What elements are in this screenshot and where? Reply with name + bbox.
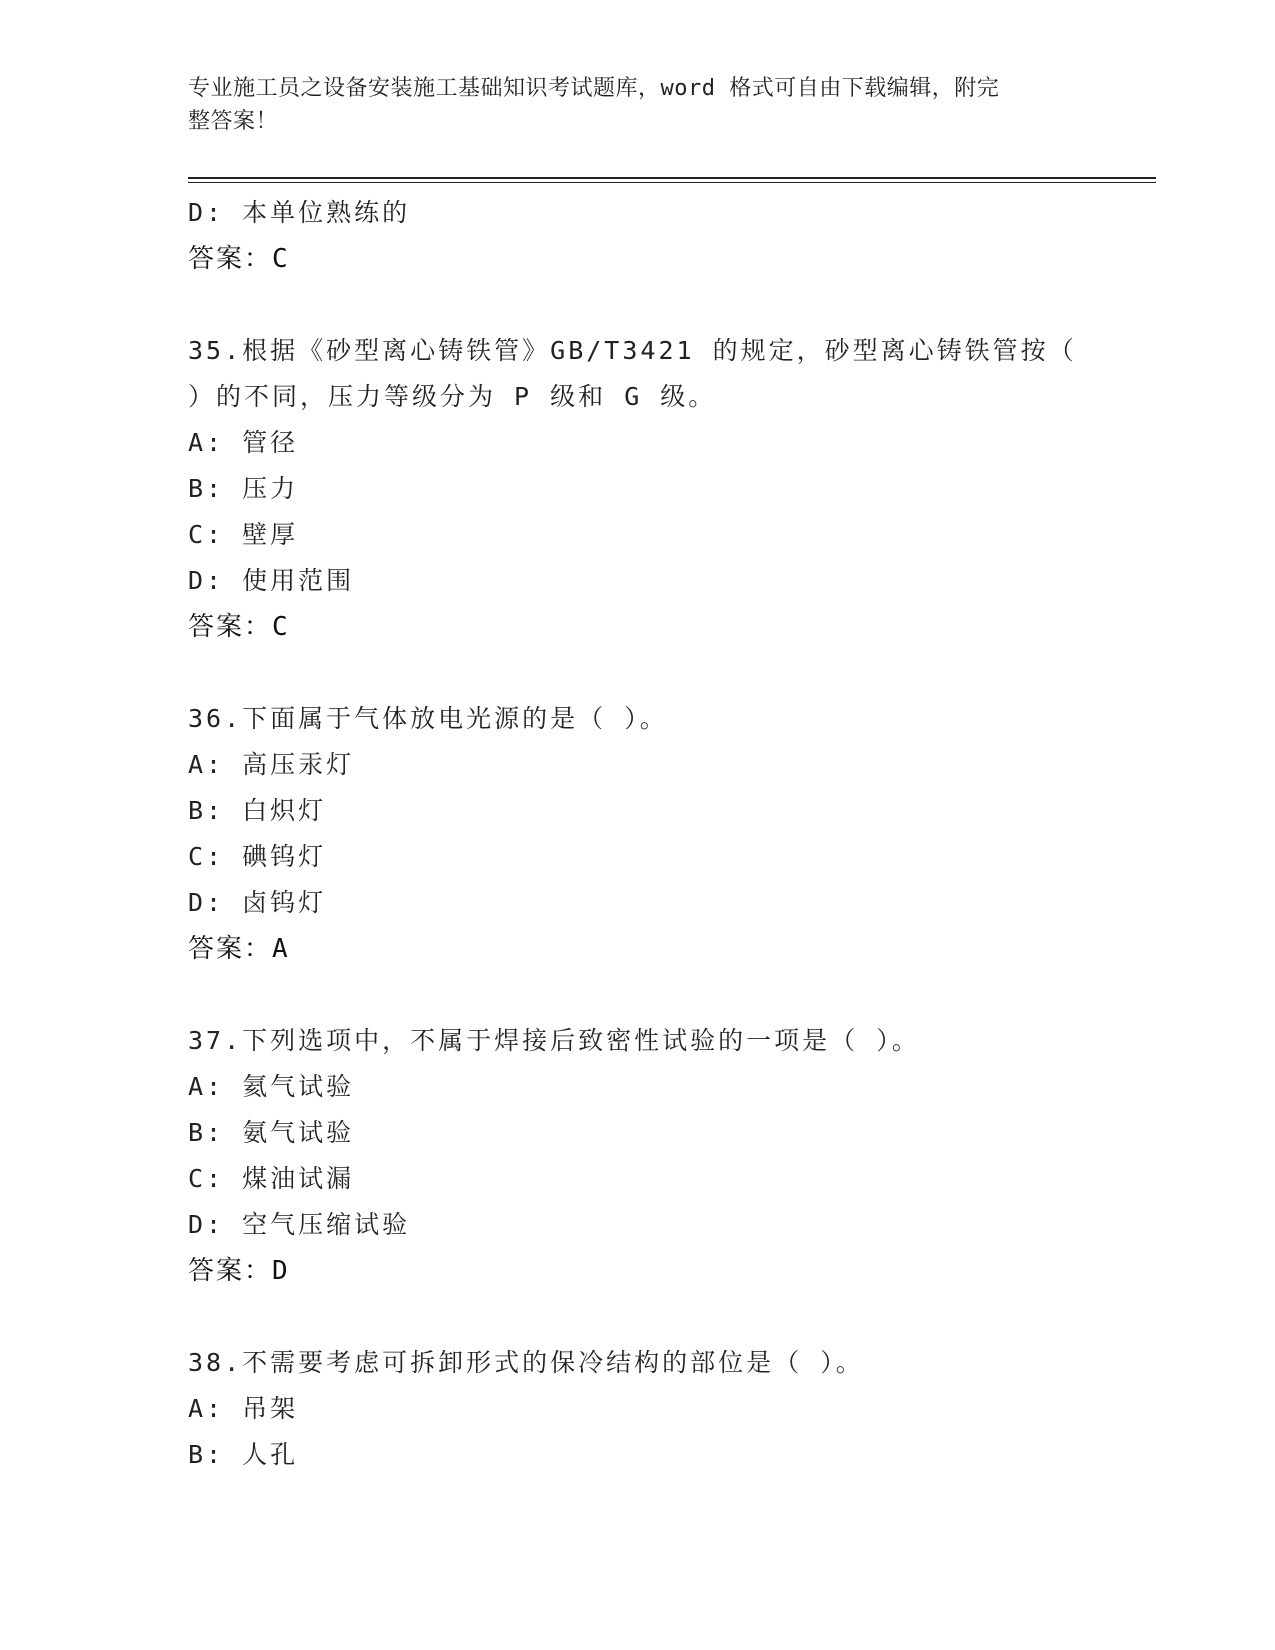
question-35 [188,328,1088,650]
option-d: D: 卤钨灯 [188,888,327,917]
option-d: D: 本单位熟练的 [188,198,411,227]
question-stem-continued: ）的不同，压力等级分为 P 级和 G 级。 [188,382,717,411]
question-stem: 37.下列选项中，不属于焊接后致密性试验的一项是（ ）。 [188,1026,920,1055]
question-37 [188,1018,1088,1294]
option-a: A: 氦气试验 [188,1072,355,1101]
previous-question-tail [188,190,1088,282]
option-a: A: 管径 [188,428,299,457]
option-c: C: 煤油试漏 [188,1164,355,1193]
option-b: B: 氨气试验 [188,1118,355,1147]
header-divider-thick [188,177,1156,179]
option-d: D: 空气压缩试验 [188,1210,411,1239]
option-c: C: 壁厚 [188,520,299,549]
option-b: B: 压力 [188,474,299,503]
answer-line: 答案：D [188,1256,290,1286]
question-38 [188,1340,1088,1478]
option-a: A: 高压汞灯 [188,750,355,779]
document-header [188,72,1068,138]
answer-line: 答案：A [188,934,290,964]
header-divider-thin [188,182,1156,183]
option-c: C: 碘钨灯 [188,842,327,871]
question-stem: 35.根据《砂型离心铸铁管》GB/T3421 的规定，砂型离心铸铁管按（ [188,336,1077,365]
header-line-2: 整答案！ [188,109,279,134]
option-a: A: 吊架 [188,1394,299,1423]
answer-line: 答案：C [188,612,290,642]
question-36 [188,696,1088,972]
answer-line: 答案：C [188,244,290,274]
question-list [188,190,1088,1478]
option-d: D: 使用范围 [188,566,355,595]
header-line-1: 专业施工员之设备安装施工基础知识考试题库，word 格式可自由下载编辑，附完 [188,76,1000,101]
option-b: B: 人孔 [188,1440,299,1469]
option-b: B: 白炽灯 [188,796,327,825]
question-stem: 36.下面属于气体放电光源的是（ ）。 [188,704,668,733]
question-stem: 38.不需要考虑可拆卸形式的保冷结构的部位是（ ）。 [188,1348,864,1377]
